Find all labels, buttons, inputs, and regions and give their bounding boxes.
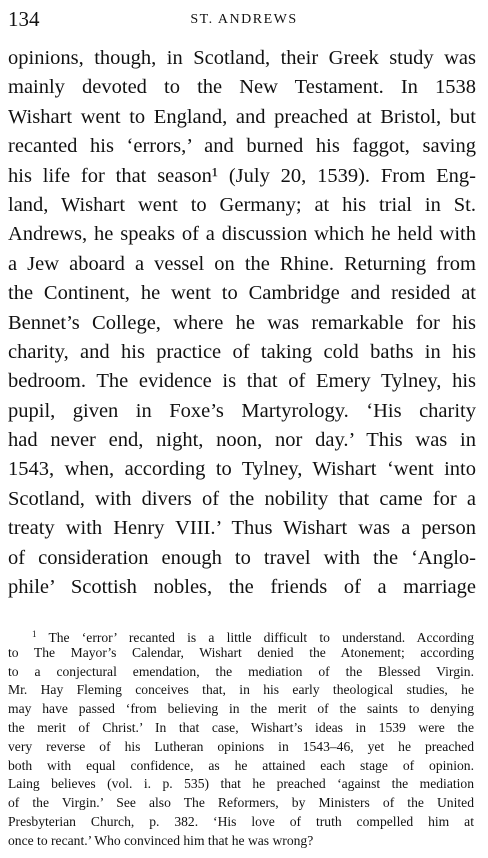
page-header (8, 6, 480, 32)
body-line: bedroom. The evidence is that of Emery Tylney, his (8, 370, 476, 393)
body-line: charity, and his practice of taking cold baths in his (8, 340, 476, 363)
body-line: of consideration enough to travel with the ‘Anglo- (8, 546, 476, 569)
footnote-line: of the Virgin.’ See also The Reformers, by Ministers of the United (8, 795, 474, 811)
body-line: land, Wishart went to Germany; at his trial in St. (8, 193, 476, 216)
body-line: Bennet’s College, where he was remarkable for his (8, 311, 476, 334)
footnote-line: to a conjectural emendation, the mediation of the Blessed Virgin. (8, 663, 474, 679)
footnote-line: may have passed ‘from believing in the merit of the saints to denying (8, 701, 474, 717)
body-line: his life for that season¹ (July 20, 1539). From Eng- (8, 164, 476, 187)
body-line: Scotland, with divers of the nobility that came for a (8, 487, 476, 510)
footnote-line: Laing believes (vol. i. p. 535) that he preached ‘against the mediation (8, 776, 474, 792)
body-line: pupil, given in Foxe’s Martyrology. ‘His charity (8, 399, 476, 422)
body-line: had never end, night, noon, nor day.’ This was in (8, 429, 476, 452)
body-line: recanted his ‘errors,’ and burned his faggot, saving (8, 135, 476, 158)
footnote-marker: 1 (32, 629, 37, 639)
running-head: ST. ANDREWS (190, 12, 298, 27)
body-line: Wishart went to England, and preached at Bristol, but (8, 105, 476, 128)
body-line: a Jew aboard a vessel on the Rhine. Returning from (8, 252, 476, 275)
body-line: treaty with Henry VIII.’ Thus Wishart was a person (8, 517, 476, 540)
page-number: 134 (8, 7, 40, 31)
footnote-line: to The Mayor’s Calendar, Wishart denied the Atonement; according (8, 644, 474, 660)
footnote-line: once to recant.’ Who convinced him that he was wrong? (8, 832, 314, 848)
body-line: phile’ Scottish nobles, the friends of a marriage (8, 576, 476, 599)
footnote-line: Mr. Hay Fleming conceives that, in his early theological studies, he (8, 682, 474, 698)
footnote-line-first (8, 625, 474, 644)
footnote-line: both with equal confidence, as he attained each stage of opinion. (8, 757, 474, 773)
body-line: opinions, though, in Scotland, their Greek study was (8, 47, 476, 69)
body-text (8, 44, 476, 602)
footnote-line-text: The ‘error’ recanted is a little difficult to understand. According (48, 630, 474, 645)
body-line: mainly devoted to the New Testament. In 1538 (8, 76, 476, 99)
footnote (8, 625, 474, 851)
body-line: 1543, when, according to Tylney, Wishart ‘went into (8, 458, 476, 481)
footnote-line: very reverse of his Lutheran opinions in 1543–46, yet he preached (8, 738, 474, 754)
body-line: the Continent, he went to Cambridge and resided at (8, 282, 476, 305)
footnote-line: Presbyterian Church, p. 382. ‘His love of truth compelled him at (8, 813, 474, 829)
body-line: Andrews, he speaks of a discussion which he held with (8, 223, 476, 246)
footnote-line: the merit of Christ.’ In that case, Wishart’s ideas in 1539 were the (8, 719, 474, 735)
